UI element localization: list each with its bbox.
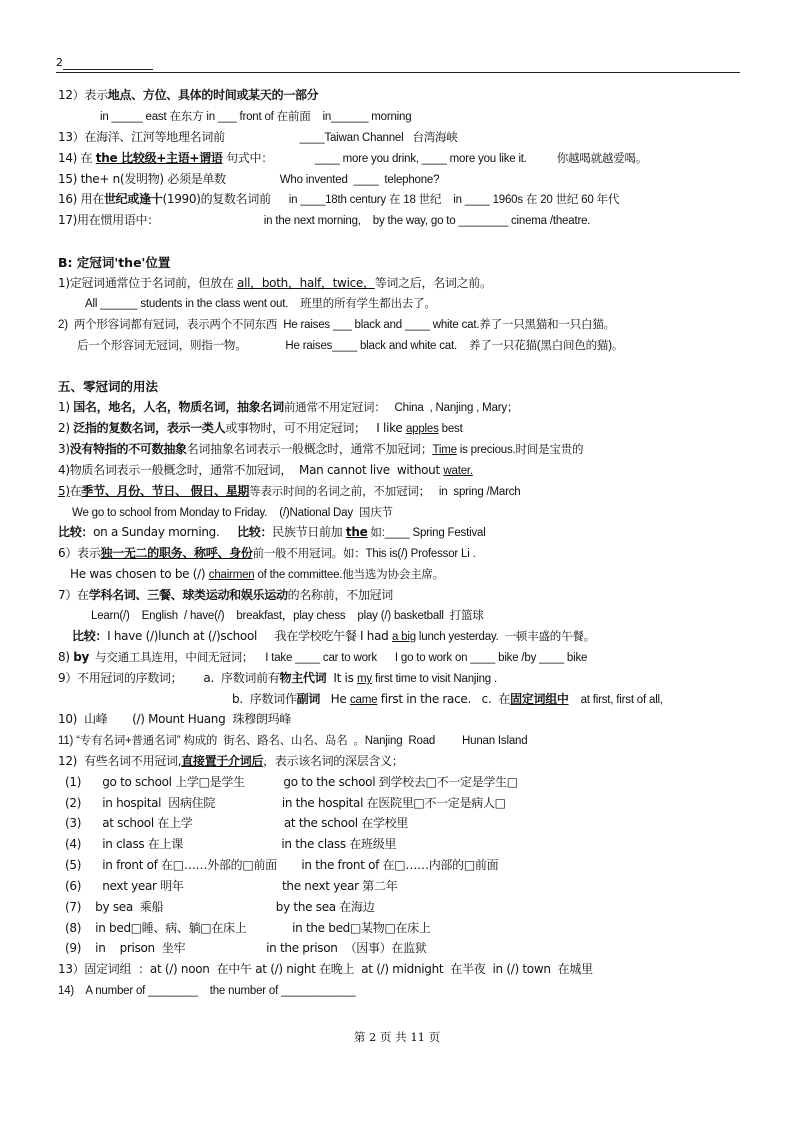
text-segment: 地点、方位、具体的时间或某天的一部分: [107, 88, 319, 102]
text-line: [100, 108, 411, 126]
text-line: [58, 420, 463, 438]
text-segment: ____Taiwan Channel 台湾海峡: [224, 132, 458, 144]
text-segment: chairmen: [208, 569, 255, 581]
text-segment: all，both，half，twice，: [237, 276, 375, 290]
text-segment: He was chosen to be (/): [70, 567, 209, 581]
text-segment: in _____ east 在东方 in ___ front of 在前面 in______ morning: [100, 111, 412, 123]
text-segment: (1) go to school 上学□是学生 go to the school 到学校去□不一定是学生□: [58, 775, 518, 789]
text-line: [58, 87, 318, 104]
text-segment: He: [320, 692, 350, 706]
text-segment: 10) 山峰 (/) Mount Huang 珠穆朗玛峰: [58, 712, 291, 726]
text-line: [91, 607, 484, 625]
text-segment: in ____18th century 在 18 世纪 in ____ 1960s 在 20 世纪 60 年代: [270, 194, 620, 206]
text-segment: 比较：: [237, 525, 273, 539]
text-line: [85, 295, 436, 313]
text-segment: 13）在海洋、江河等地理名词前: [58, 130, 225, 144]
text-segment: It is: [326, 671, 358, 685]
text-segment: 16) 用在: [58, 192, 104, 206]
text-line: [58, 399, 518, 417]
text-segment: 等词之后，名词之前。: [374, 276, 492, 290]
text-segment: 15) the+ n(发明物) 必须是单数: [58, 172, 226, 186]
header-page-number: 2: [56, 56, 63, 69]
text-line: [58, 961, 593, 978]
text-segment: water.: [443, 465, 473, 477]
text-segment: 与交通工具连用，中间无冠词； I take ____ car to work I go to work on ____ bike /by ____ bike: [89, 652, 588, 664]
text-segment: 8): [58, 650, 74, 664]
text-line: [58, 441, 583, 459]
text-segment: 民族节日前加: [272, 525, 346, 539]
text-segment: 句式中：: [222, 151, 273, 165]
header-blank-line: [63, 69, 153, 70]
text-line: [58, 191, 619, 209]
text-segment: 在: [69, 484, 82, 498]
text-line: [58, 815, 408, 832]
text-line: [58, 982, 355, 1000]
text-segment: is precious.时间是宝贵的: [456, 444, 584, 456]
text-segment: 学科名词、三餐、球类运动和娱乐运动: [88, 588, 288, 602]
text-line: [58, 462, 473, 480]
text-segment: 比较：: [72, 629, 108, 643]
page-footer: 第 2 页 共 11 页: [353, 1030, 441, 1044]
text-segment: 2): [58, 421, 74, 435]
text-line: [58, 316, 615, 334]
text-line: [58, 857, 498, 874]
text-segment: first in the race. c. 在: [377, 692, 511, 706]
text-segment: 世纪或逢十: [103, 192, 163, 206]
text-segment: by: [73, 650, 90, 664]
text-segment: 直接置于介词后: [181, 754, 264, 768]
text-segment: 如:____ Spring Festival: [367, 527, 486, 539]
text-segment: ____ more you drink, ____ more you like it. 你越喝就越爱喝。: [272, 153, 648, 165]
text-line: [58, 899, 374, 916]
text-segment: best: [438, 423, 463, 435]
text-line: [72, 504, 393, 522]
text-segment: (4) in class 在上课 in the class 在班级里: [58, 837, 397, 851]
text-segment: 4)物质名词表示一般概念时，通常不加冠词， Man cannot live without: [58, 463, 444, 477]
text-line: [58, 524, 486, 542]
text-line: [58, 275, 492, 292]
text-segment: I have (/)lunch at (/)school 我在学校吃午餐 I had: [107, 629, 392, 643]
text-segment: 14) 在: [58, 151, 96, 165]
text-line: [58, 878, 397, 895]
text-segment: 比较：: [58, 525, 94, 539]
text-line: [58, 150, 647, 168]
section-heading: [58, 378, 158, 395]
text-segment: (7) by sea 乘船 by the sea 在海边: [58, 900, 375, 914]
text-segment: 6）表示: [58, 546, 101, 560]
text-segment: 国名，地名，人名，物质名词，抽象名词: [73, 400, 284, 414]
text-segment: 7）在: [58, 588, 89, 602]
text-segment: the: [345, 525, 368, 539]
text-segment: first time to visit Nanjing .: [371, 673, 497, 685]
text-segment: 物主代词: [279, 671, 327, 685]
text-line: [58, 649, 587, 667]
text-segment: 等表示时间的名词之前，不加冠词； in spring /March: [249, 486, 521, 498]
text-segment: a big: [391, 631, 416, 643]
text-segment: 12) 有些名词不用冠词,: [58, 754, 182, 768]
text-segment: (1990)的复数名词前: [162, 192, 271, 206]
text-segment: (2) in hospital 因病住院 in the hospital 在医院里□不一定是病人□: [58, 796, 506, 810]
text-line: [58, 774, 518, 791]
text-line: [58, 711, 291, 728]
text-line: [77, 337, 623, 355]
text-segment: 11) “专有名词+普通名词” 构成的 街名、路名、山名、岛名 。Nanjing Road Hunan Island: [58, 735, 528, 747]
text-segment: 9）不用冠词的序数词； a. 序数词前有: [58, 671, 280, 685]
text-segment: 12）表示: [58, 88, 108, 102]
text-segment: We go to school from Monday to Friday. (/)National Day 国庆节: [72, 507, 393, 519]
text-segment: the 比较级+主语+谓语: [95, 151, 223, 165]
text-line: [58, 670, 497, 688]
text-segment: 季节、月份、节日、 假日、星期: [81, 484, 250, 498]
text-segment: (5) in front of 在□……外部的□前面 in the front of 在□……内部的□前面: [58, 858, 499, 872]
text-segment: 17)用在惯用语中：: [58, 213, 159, 227]
text-segment: lunch yesterday. 一顿丰盛的午餐。: [415, 631, 595, 643]
text-segment: (9) in prison 坐牢 in the prison （因事）在监狱: [58, 941, 427, 955]
text-segment: 1)定冠词通常位于名词前，但放在: [58, 276, 238, 290]
text-segment: 没有特指的不可数抽象: [69, 442, 187, 456]
text-line: [58, 920, 431, 937]
text-segment: ，表示该名词的深层含义；: [263, 754, 404, 768]
text-segment: b. 序数词作: [232, 692, 297, 706]
text-line: [232, 691, 663, 709]
text-line: [58, 836, 396, 853]
text-segment: 前一般不用冠词。如：This is(/) Professor Li .: [252, 548, 476, 560]
section-heading: [58, 254, 170, 271]
text-segment: 或事物时，可不用定冠词； I like: [225, 421, 406, 435]
text-line: [72, 628, 595, 646]
text-segment: (6) next year 明年 the next year 第二年: [58, 879, 398, 893]
text-segment: 13）固定词组 ：at (/) noon 在中午 at (/) night 在晚上 at (/) midnight 在半夜 in (/) town 在城里: [58, 962, 593, 976]
text-segment: 副词: [296, 692, 321, 706]
header-rule: [56, 72, 740, 73]
text-segment: 3): [58, 442, 70, 456]
text-segment: 的名称前，不加冠词: [287, 588, 393, 602]
text-segment: 后一个形容词无冠词，则指一物。 He raises____ black and white cat. 养了一只花猫(黑白间色的猫)。: [77, 340, 624, 352]
text-line: [58, 129, 458, 147]
text-segment: in the next morning, by the way, go to ________ cinema /theatre.: [158, 215, 591, 227]
text-line: [58, 753, 404, 770]
text-segment: apples: [405, 423, 439, 435]
text-line: [58, 212, 590, 230]
text-segment: 固定词组中: [510, 692, 569, 706]
text-segment: 5): [58, 484, 70, 498]
text-line: [70, 566, 444, 584]
text-segment: (8) in bed□睡、病、躺□在床上 in the bed□某物□在床上: [58, 921, 431, 935]
text-segment: my: [357, 673, 372, 685]
text-segment: 泛指的复数名词，表示一类人: [73, 421, 226, 435]
text-line: [58, 940, 427, 957]
text-segment: All ______ students in the class went out. 班里的所有学生都出去了。: [85, 298, 436, 310]
text-line: [58, 483, 521, 501]
text-line: [58, 587, 393, 604]
text-segment: 独一无二的职务、称呼、身份: [100, 546, 253, 560]
text-line: [58, 545, 476, 563]
text-segment: Who invented ____ telephone?: [225, 174, 440, 186]
text-line: [58, 171, 439, 189]
text-segment: 1): [58, 400, 74, 414]
text-segment: at first, first of all,: [568, 694, 663, 706]
text-segment: of the committee.他当选为协会主席。: [254, 569, 444, 581]
text-segment: 五、零冠词的用法: [58, 379, 159, 394]
text-segment: 名词抽象名词表示一般概念时，通常不加冠词；: [186, 442, 433, 456]
text-segment: 前通常不用定冠词： China , Nanjing , Mary；: [283, 402, 519, 414]
text-segment: on a Sunday morning.: [93, 525, 238, 539]
text-segment: Time: [432, 444, 457, 456]
text-line: [58, 732, 527, 750]
text-line: [58, 795, 506, 812]
text-segment: Learn(/) English / have(/) breakfast，play chess play (/) basketball 打篮球: [91, 610, 484, 622]
text-segment: B: 定冠词'the'位置: [58, 255, 171, 270]
text-segment: came: [349, 694, 378, 706]
text-segment: 14) A number of ________ the number of ____________: [58, 985, 356, 997]
text-segment: 2) 两个形容词都有冠词，表示两个不同东西 He raises ___ black and ____ white cat.养了一只黑猫和一只白猫。: [58, 319, 615, 331]
text-segment: (3) at school 在上学 at the school 在学校里: [58, 816, 409, 830]
